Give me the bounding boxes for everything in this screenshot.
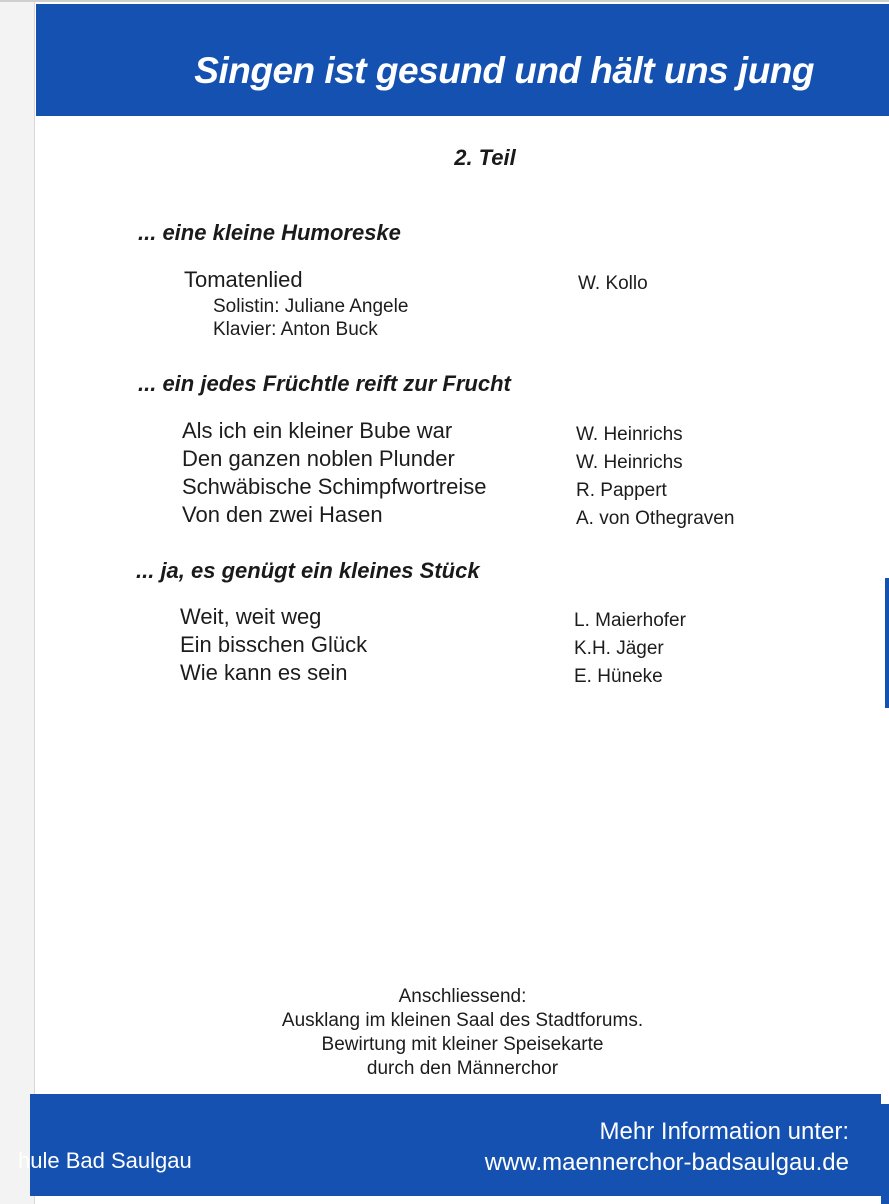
song-composer: W. Kollo [578, 273, 648, 294]
closing-note-line: Bewirtung mit kleiner Speisekarte [321, 1034, 604, 1055]
header-band [36, 4, 889, 116]
closing-note-line: durch den Männerchor [366, 1058, 559, 1079]
song-composer: K.H. Jäger [574, 638, 664, 659]
song-composer: W. Heinrichs [576, 452, 683, 473]
song-title: Schwäbische Schimpfwortreise [182, 474, 487, 499]
song-composer: W. Heinrichs [576, 424, 683, 445]
footer-left-text: hule Bad Saulgau [18, 1148, 192, 1173]
song-title: Tomatenlied [184, 267, 303, 292]
song-composer: E. Hüneke [574, 666, 663, 687]
closing-note-line: Ausklang im kleinen Saal des Stadtforums. [281, 1010, 644, 1031]
song-detail-soloist: Solistin: Juliane Angele [213, 296, 409, 317]
top-edge-line [0, 0, 889, 2]
footer-website-link[interactable]: www.maennerchor-badsaulgau.de [484, 1149, 849, 1176]
section-heading-fruechtle: ... ein jedes Früchtle reift zur Frucht [138, 371, 511, 396]
song-composer: A. von Othegraven [576, 508, 735, 529]
footer-info-label: Mehr Information unter: [599, 1118, 849, 1145]
song-detail-piano: Klavier: Anton Buck [213, 319, 378, 340]
bottom-right-edge [881, 1104, 889, 1204]
footer-band [18, 1094, 881, 1196]
song-composer: L. Maierhofer [574, 610, 686, 631]
song-title: Als ich ein kleiner Bube war [182, 418, 453, 443]
part-title: 2. Teil [454, 145, 516, 170]
song-title: Ein bisschen Glück [180, 632, 368, 657]
header-title: Singen ist gesund und hält uns jung [194, 50, 814, 91]
section-heading-humoreske: ... eine kleine Humoreske [138, 220, 401, 245]
song-title: Von den zwei Hasen [182, 502, 383, 527]
song-composer: R. Pappert [576, 480, 667, 501]
song-title: Wie kann es sein [180, 660, 348, 685]
closing-note [0, 985, 889, 1081]
closing-note-line: Anschliessend: [398, 986, 527, 1007]
song-title: Weit, weit weg [180, 604, 322, 629]
song-title: Den ganzen noblen Plunder [182, 446, 455, 471]
right-edge-mark [885, 578, 889, 708]
section-heading-stueck: ... ja, es genügt ein kleines Stück [136, 558, 480, 583]
